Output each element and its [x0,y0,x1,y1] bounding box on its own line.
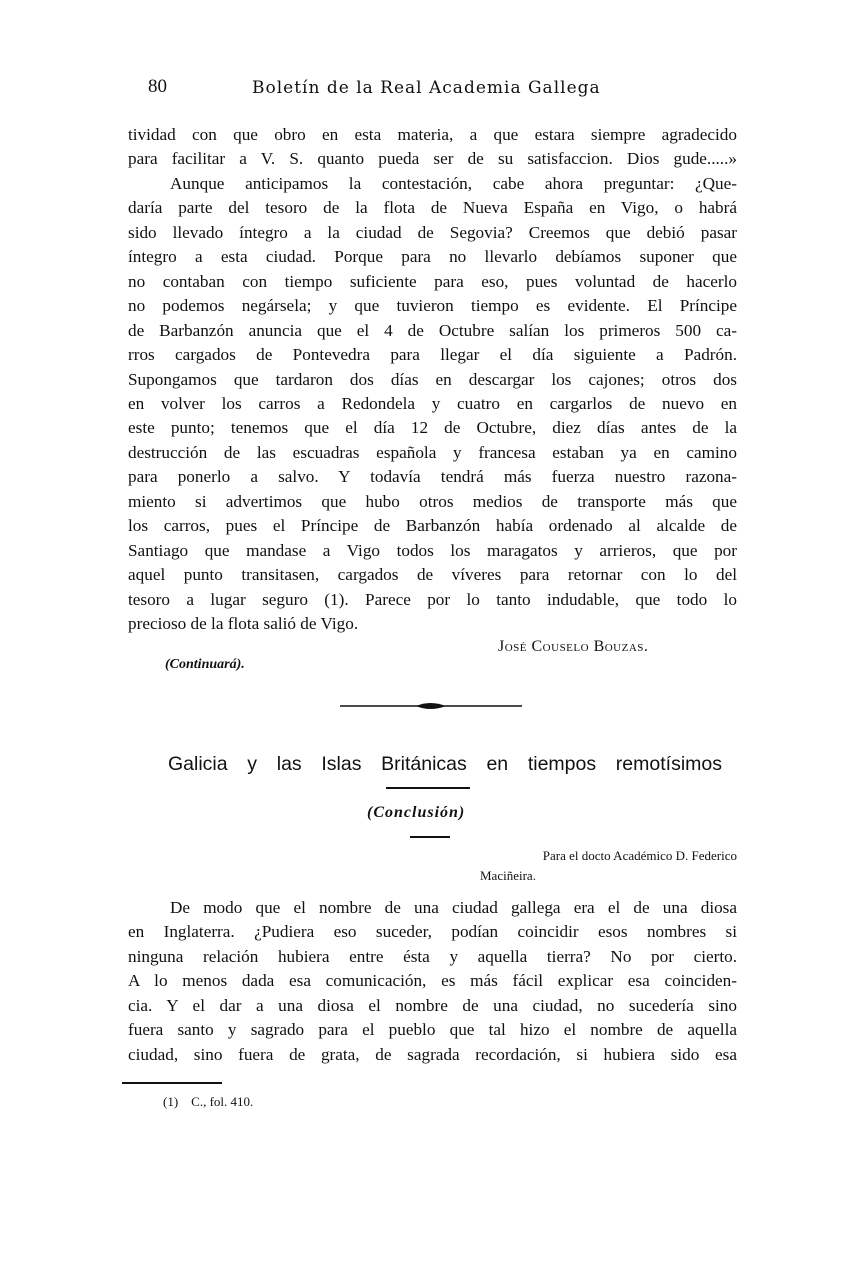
text-line: precioso de la flota salió de Vigo. [128,614,359,633]
text-line: Santiago que mandase a Vigo todos los maragatos y arrieros, que por [128,540,737,560]
dedication-line2: Maciñeira. [480,868,536,883]
text-line: fuera santo y sagrado para el pueblo que tal hizo el nombre de aquella [128,1020,737,1040]
footnote-rule [122,1082,222,1084]
dedication-line1: Para el docto Académico D. Federico [542,848,737,863]
text-line: daría parte del tesoro de la flota de Nueva España en Vigo, o habrá [128,198,737,218]
text-line: en Inglaterra. ¿Pudiera eso suceder, podían coincidir esos nombres si [128,922,737,942]
text-line: este punto; tenemos que el día 12 de Octubre, diez días antes de la [128,418,737,438]
text-line: para facilitar a V. S. quanto pueda ser de su satisfaccion. Dios gude.....» [128,149,737,169]
ornament-divider [338,698,524,714]
text-line: íntegro a esta ciudad. Porque para no llevarlo debíamos suponer que [128,247,737,267]
text-line: aquel punto transitasen, cargados de víveres para retornar con lo del [128,565,737,585]
footnote: (1) C., fol. 410. [163,1094,254,1109]
text-line: De modo que el nombre de una ciudad gallega era el de una diosa [170,898,737,917]
text-line: tesoro a lugar seguro (1). Parece por lo tanto indudable, que todo lo [128,589,737,609]
text-line: A lo menos dada esa comunicación, es más fácil explicar esa coinciden- [128,971,737,991]
text-line: destrucción de las escuadras española y francesa estaban ya en camino [128,442,737,462]
text-line: no podemos negársela; y que tuvieron tiempo es evidente. El Príncipe [128,296,737,316]
text-line: en volver los carros a Redondela y cuatro en cargarlos de nuevo en [128,393,737,413]
text-line: de Barbanzón anuncia que el 4 de Octubre salían los primeros 500 ca- [128,320,737,340]
text-line: cia. Y el dar a una diosa el nombre de una ciudad, no sucedería sino [128,995,737,1015]
text-line: ciudad, sino fuera de grata, de sagrada recordación, si hubiera sido esa [128,1044,737,1064]
text-line: Aunque anticipamos la contestación, cabe ahora preguntar: ¿Que- [170,173,737,193]
article2-subtitle: (Conclusión) [367,804,466,821]
text-line: Supongamos que tardaron dos días en descargar los cajones; otros dos [128,369,737,389]
text-line: ninguna relación hubiera entre ésta y aquella tierra? No por cierto. [128,946,737,966]
text-line: para ponerlo a salvo. Y todavía tendrá más fuerza nuestro razona- [128,467,737,487]
continued-note: (Continuará). [165,657,245,672]
text-line: rros cargados de Pontevedra para llegar el día siguiente a Padrón. [128,345,737,365]
text-line: no contaban con tiempo suficiente para eso, pues voluntad de hacerlo [128,271,737,291]
running-header-title: Boletín de la Real Academia Gallega [252,78,601,98]
title-rule [386,787,470,789]
text-line: miento si advertimos que hubo otros medios de transporte más que [128,491,737,511]
text-line: los carros, pues el Príncipe de Barbanzón había ordenado al alcalde de [128,516,737,536]
text-line: tividad con que obro en esta materia, a que estara siempre agradecido [128,125,737,144]
page-number: 80 [148,76,167,97]
author-signature: José Couselo Bouzas. [498,638,649,655]
article2-title: Galicia y las Islas Británicas en tiempos remotísimos [168,753,722,775]
text-line: sido llevado íntegro a la ciudad de Segovia? Creemos que debió pasar [128,222,737,242]
subtitle-rule [410,836,450,838]
